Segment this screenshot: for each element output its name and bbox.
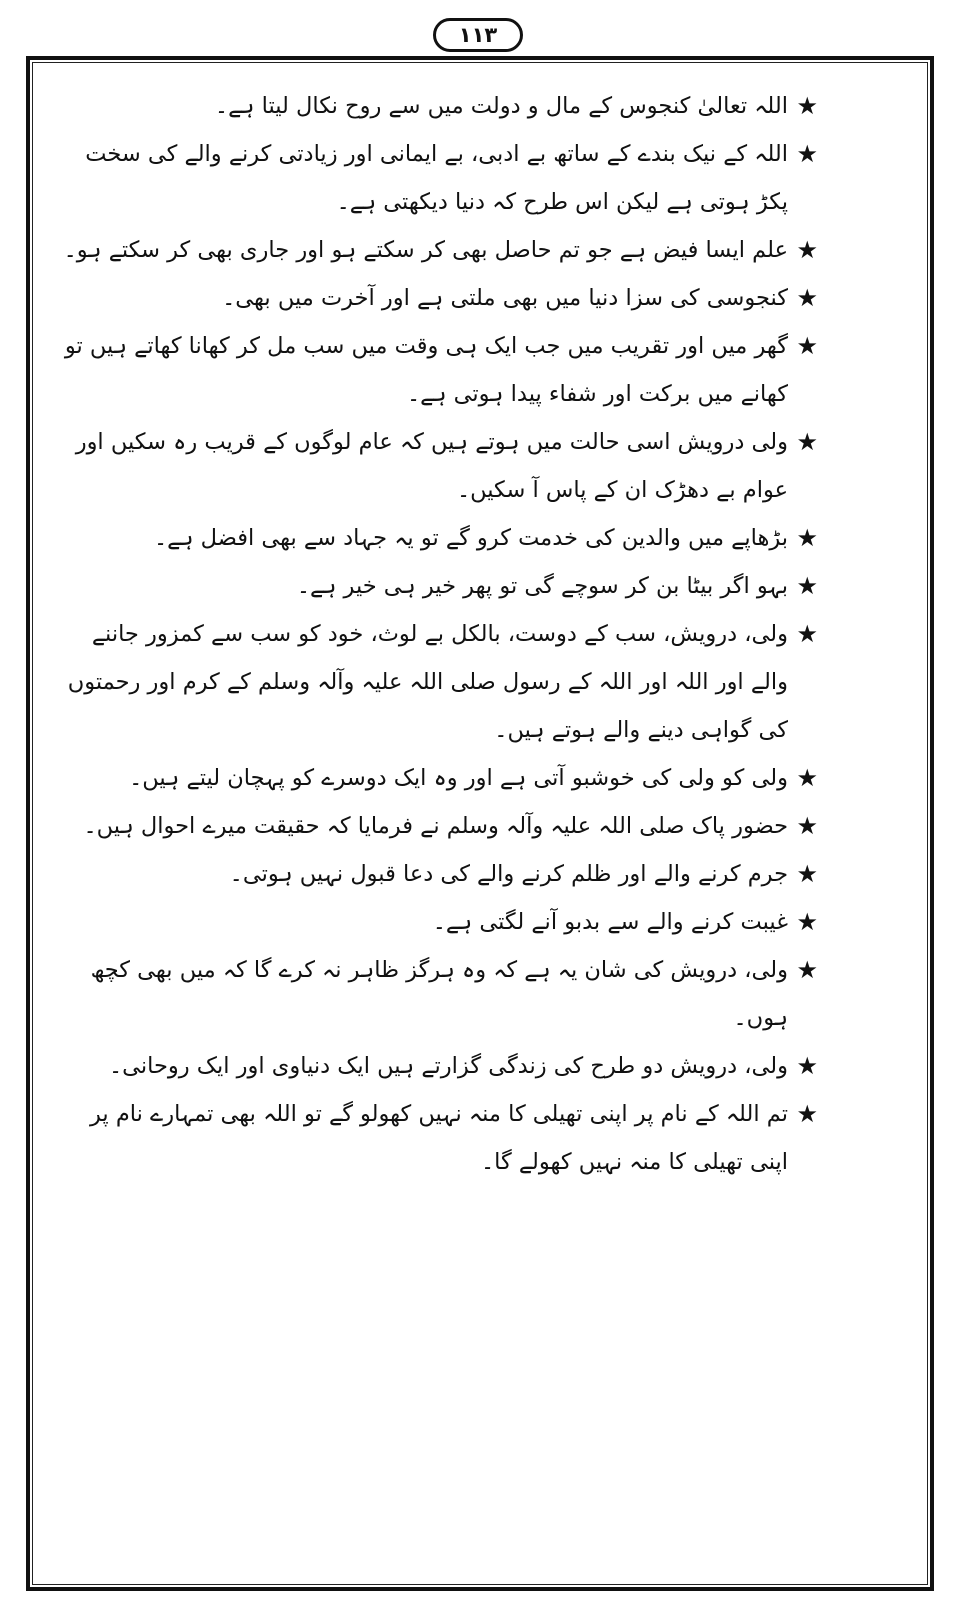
saying-item [48, 1042, 818, 1090]
star-icon: ★ [796, 764, 818, 792]
saying-text: غیبت کرنے والے سے بدبو آنے لگتی ہے۔ [432, 909, 788, 935]
star-icon: ★ [796, 1052, 818, 1080]
star-icon: ★ [796, 428, 818, 456]
saying-text: حضور پاک صلی اللہ علیہ وآلہ وسلم نے فرمایا کہ حقیقت میرے احوال ہیں۔ [83, 813, 788, 839]
saying-text: بڑھاپے میں والدین کی خدمت کرو گے تو یہ جہاد سے بھی افضل ہے۔ [153, 525, 788, 551]
star-icon: ★ [796, 572, 818, 600]
star-icon: ★ [796, 620, 818, 648]
saying-text: ولی، درویش کی شان یہ ہے کہ وہ ہرگز ظاہر نہ کرے گا کہ میں بھی کچھ ہوں۔ [90, 957, 788, 1031]
saying-text: ولی درویش اسی حالت میں ہوتے ہیں کہ عام لوگوں کے قریب رہ سکیں اور عوام بے دھڑک ان کے پاس آ سکیں۔ [75, 429, 788, 503]
saying-text: کنجوسی کی سزا دنیا میں بھی ملتی ہے اور آخرت میں بھی۔ [222, 285, 788, 311]
saying-item [48, 514, 818, 562]
saying-text: اللہ تعالیٰ کنجوس کے مال و دولت میں سے روح نکال لیتا ہے۔ [214, 93, 788, 119]
saying-item [48, 946, 818, 1042]
saying-item [48, 754, 818, 802]
saying-item [48, 322, 818, 418]
saying-item [48, 850, 818, 898]
star-icon: ★ [796, 236, 818, 264]
saying-item [48, 418, 818, 514]
star-icon: ★ [796, 332, 818, 360]
saying-item [48, 610, 818, 754]
star-icon: ★ [796, 812, 818, 840]
page-number: ۱۱۳ [433, 18, 523, 52]
star-icon: ★ [796, 1100, 818, 1128]
saying-text: ولی، درویش، سب کے دوست، بالکل بے لوث، خود کو سب سے کمزور جاننے والے اور اللہ اور اللہ کے رسول صلی اللہ علیہ وآلہ وسلم کے کرم اور رحمتوں کی گواہی دینے والے ہوتے ہیں۔ [67, 621, 788, 743]
star-icon: ★ [796, 908, 818, 936]
saying-text: ولی کو ولی کی خوشبو آتی ہے اور وہ ایک دوسرے کو پہچان لیتے ہیں۔ [129, 765, 788, 791]
star-icon: ★ [796, 524, 818, 552]
saying-item [48, 226, 818, 274]
star-icon: ★ [796, 860, 818, 888]
star-icon: ★ [796, 956, 818, 984]
saying-text: تم اللہ کے نام پر اپنی تھیلی کا منہ نہیں کھولو گے تو اللہ بھی تمہارے نام پر اپنی تھیلی کا منہ نہیں کھولے گا۔ [90, 1101, 788, 1175]
saying-item [48, 802, 818, 850]
saying-text: گھر میں اور تقریب میں جب ایک ہی وقت میں سب مل کر کھانا کھاتے ہیں تو کھانے میں برکت اور شفاء پیدا ہوتی ہے۔ [64, 333, 788, 407]
sayings-list [48, 82, 818, 1186]
saying-text: ولی، درویش دو طرح کی زندگی گزارتے ہیں ایک دنیاوی اور ایک روحانی۔ [108, 1053, 788, 1079]
saying-item [48, 898, 818, 946]
saying-item [48, 274, 818, 322]
saying-text: اللہ کے نیک بندے کے ساتھ بے ادبی، بے ایمانی اور زیادتی کرنے والے کی سخت پکڑ ہوتی ہے لیکن اس طرح کہ دنیا دیکھتی ہے۔ [85, 141, 788, 215]
star-icon: ★ [796, 92, 818, 120]
saying-text: بہو اگر بیٹا بن کر سوچے گی تو پھر خیر ہی خیر ہے۔ [296, 573, 788, 599]
saying-item [48, 1090, 818, 1186]
saying-text: جرم کرنے والے اور ظلم کرنے والے کی دعا قبول نہیں ہوتی۔ [229, 861, 788, 887]
saying-item [48, 130, 818, 226]
saying-text: علم ایسا فیض ہے جو تم حاصل بھی کر سکتے ہو اور جاری بھی کر سکتے ہو۔ [63, 237, 788, 263]
star-icon: ★ [796, 140, 818, 168]
saying-item [48, 82, 818, 130]
star-icon: ★ [796, 284, 818, 312]
saying-item [48, 562, 818, 610]
